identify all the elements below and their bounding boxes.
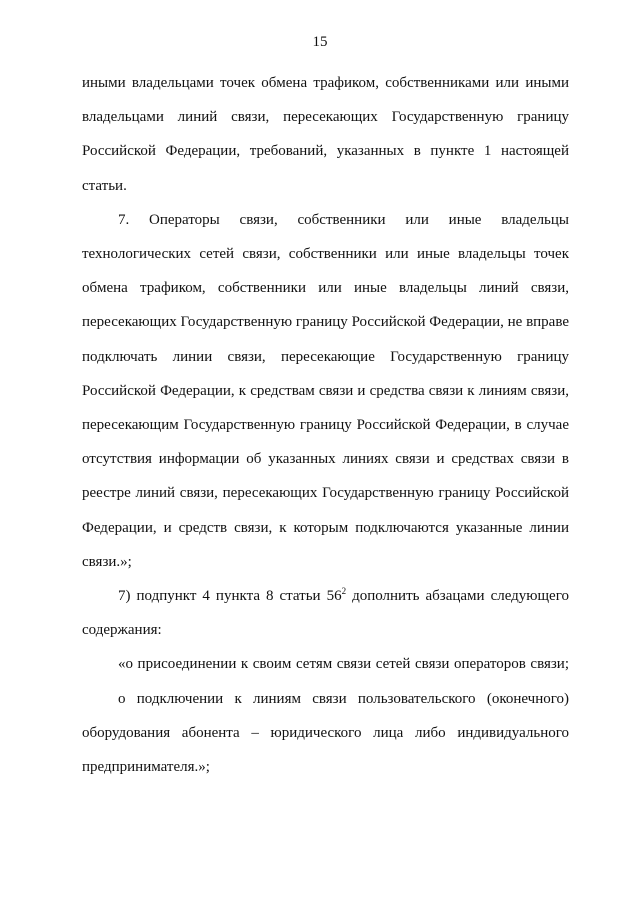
document-body [82, 66, 569, 784]
paragraph-subitem-7 [82, 579, 569, 647]
paragraph-quote-equipment: о подключении к линиям связи пользовательского (оконечного) оборудования абонента – юридического лица либо индивидуального предпринимателя.»; [82, 690, 569, 776]
page-number: 15 [312, 34, 328, 50]
paragraph-item-7: 7. Операторы связи, собственники или иные владельцы технологических сетей связи, собственники или иные владельцы точек обмена трафиком, собственники или иные владельцы линий связи, пересекающих Государственную границу Российской Федерации, не вправе подключать линии связи, пересекающие Государственную границу Российской Федерации, к средствам связи и средства связи к линиям связи, пересекающим Государственную границу Российской Федерации, в случае отсутствия информации об указанных линиях связи и средствах связи в реестре линий связи, пересекающих Государственную границу Российской Федерации, и средств связи, к которым подключаются указанные линии связи.»; [82, 211, 569, 570]
subitem-text-end: дополнить абзацами следующего содержания: [82, 588, 569, 639]
paragraph-continuation: иными владельцами точек обмена трафиком, собственниками или иными владельцами линий связи, пересекающих Государственную границу Российской Федерации, требований, указанных в пункте 1 настоящей статьи. [82, 75, 569, 194]
paragraph-quote-connection: «о присоединении к своим сетям связи сетей связи операторов связи; [118, 656, 569, 673]
subitem-text-start: 7) подпункт 4 пункта 8 статьи 56 [118, 588, 342, 605]
article-superscript: 2 [341, 586, 347, 597]
